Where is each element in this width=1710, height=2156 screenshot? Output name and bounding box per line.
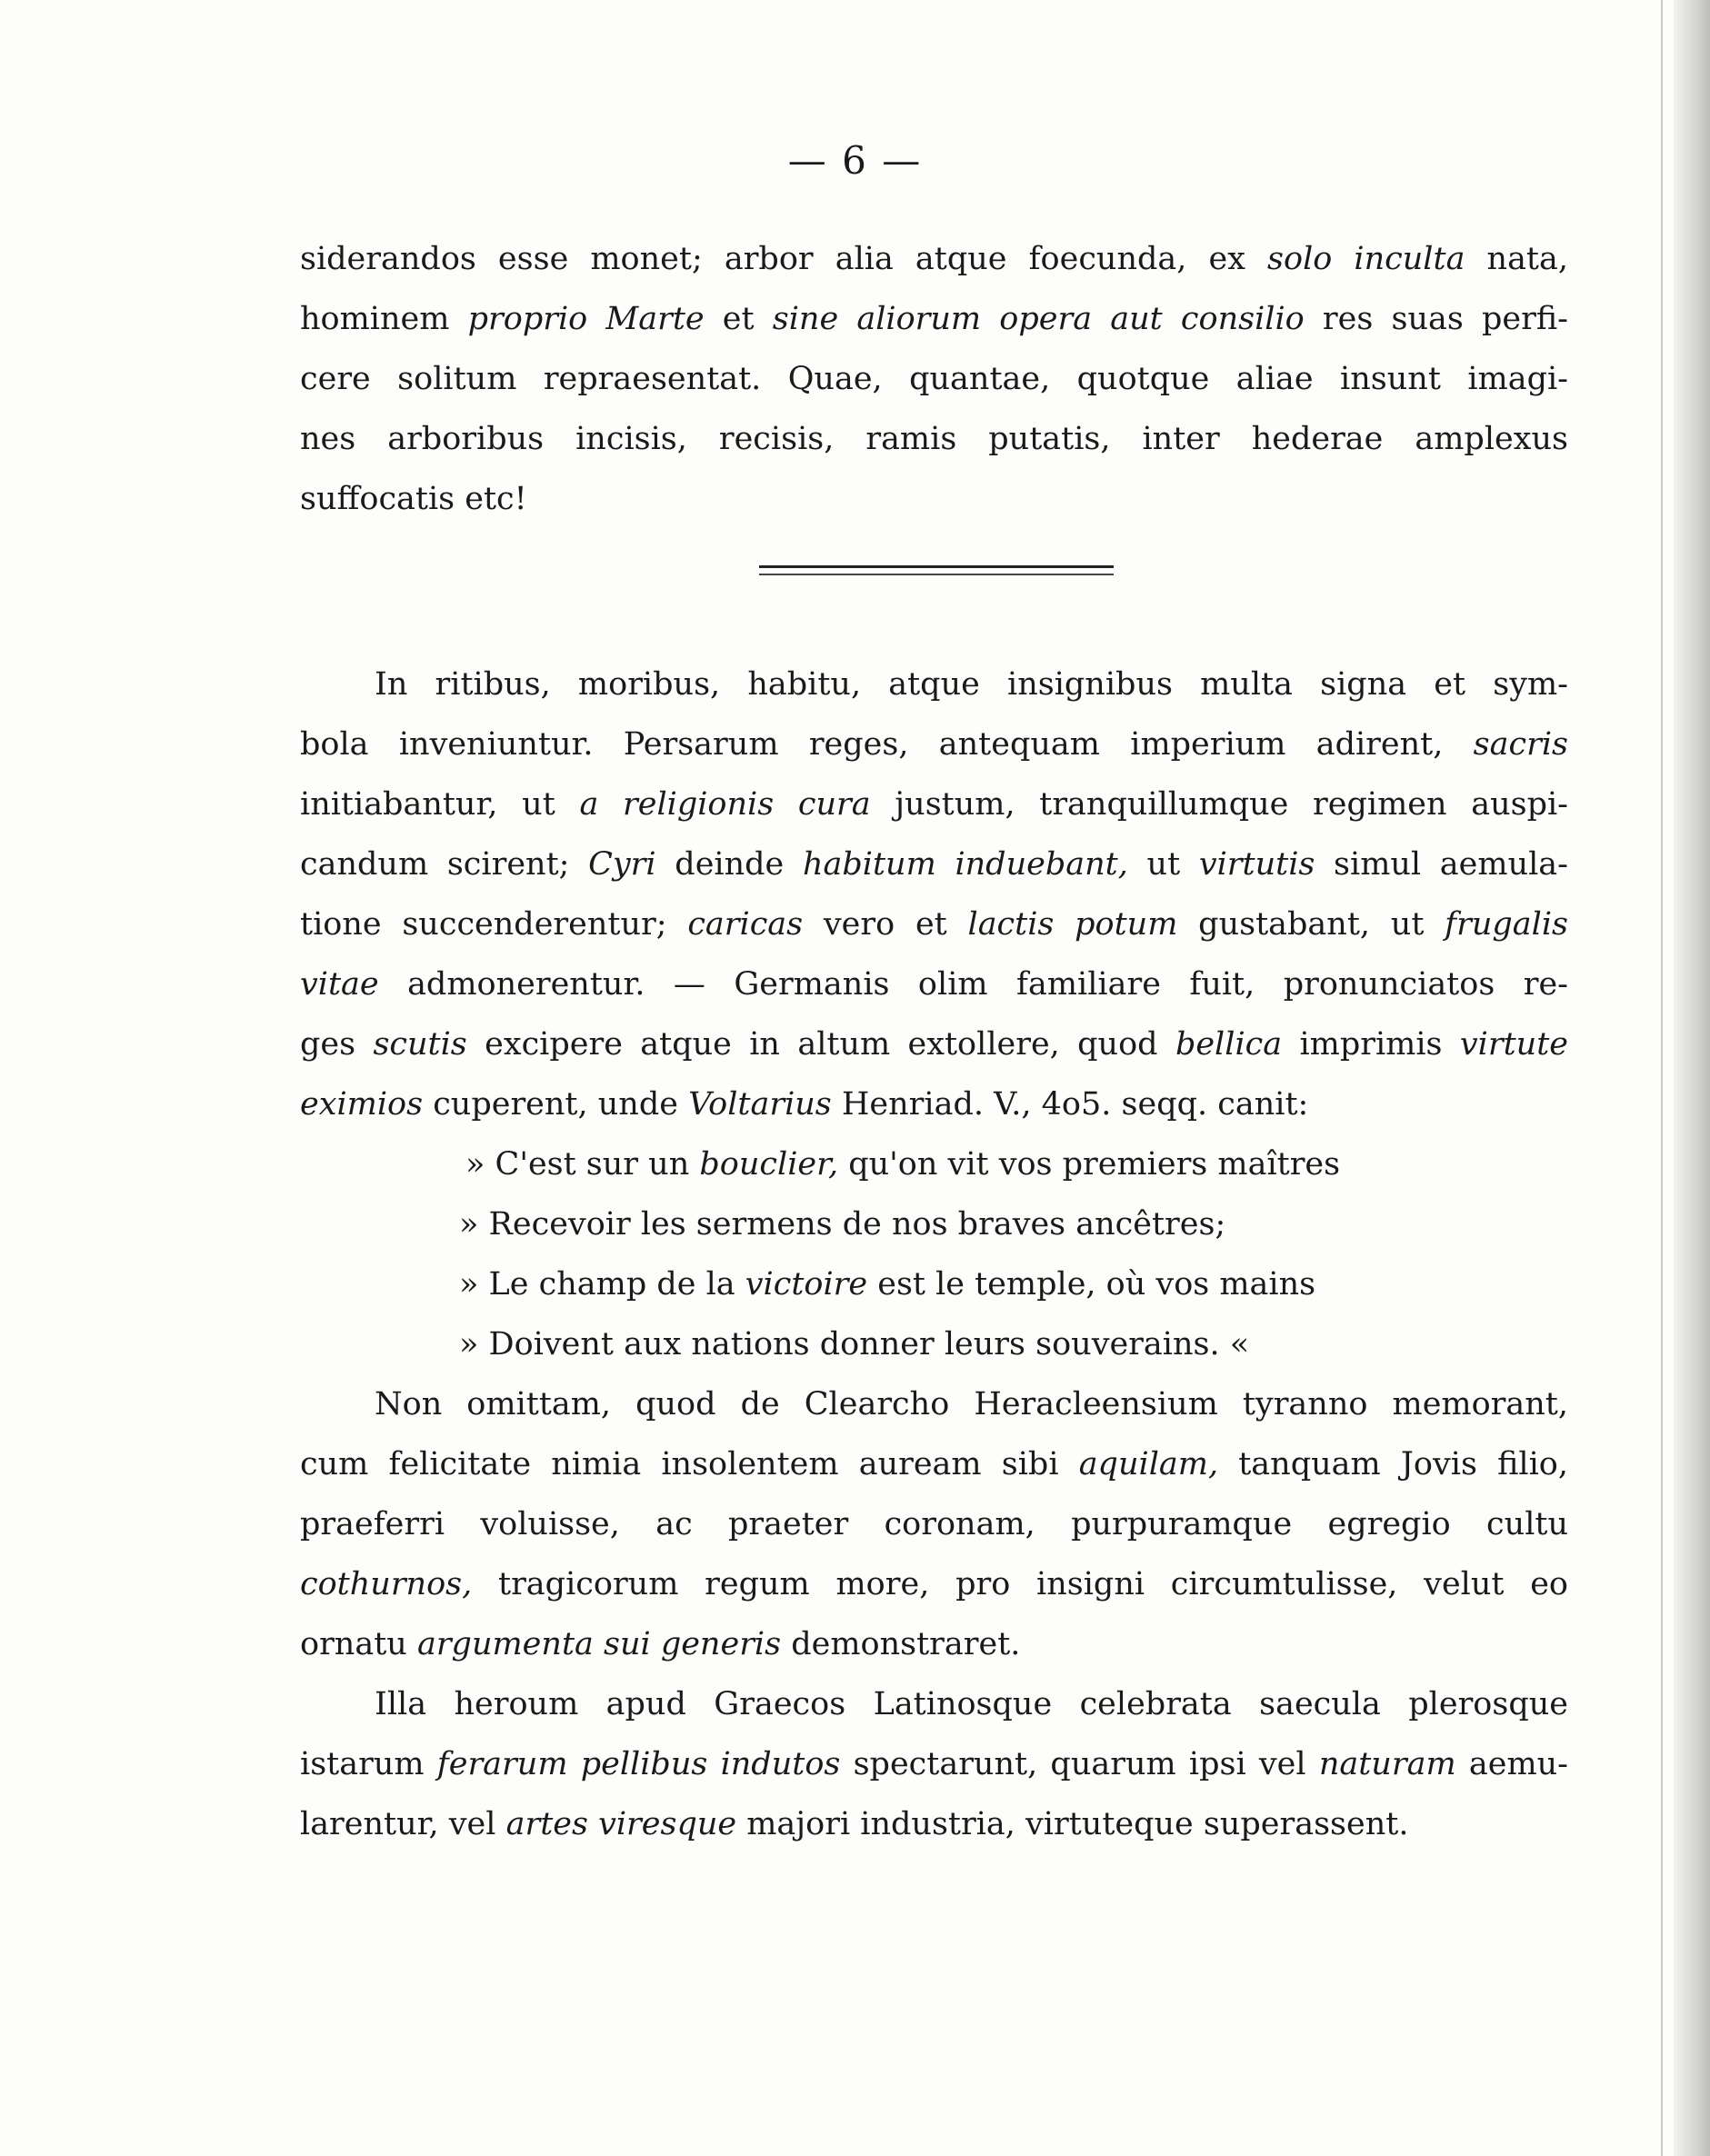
text-line [300, 1734, 1568, 1794]
paragraph-3 [300, 1374, 1568, 1674]
text-run: » Recevoir les sermens de nos braves ancêtres; [459, 1206, 1226, 1243]
text-line [300, 774, 1568, 834]
text-run: demonstraret. [781, 1626, 1021, 1662]
text-run: initiabantur, ut [300, 786, 580, 823]
text-line [300, 289, 1568, 349]
text-run: suffocatis etc! [300, 481, 527, 517]
verse-quotation [300, 1134, 1568, 1374]
italic-run: aquilam, [1078, 1446, 1219, 1482]
text-line [300, 1794, 1568, 1854]
text-line [300, 409, 1568, 469]
italic-run: bouclier, [699, 1146, 839, 1183]
text-run: Henriad. V., 4o5. seqq. canit: [831, 1086, 1309, 1123]
italic-run: victoire [745, 1266, 868, 1303]
text-run: ut [1127, 846, 1199, 883]
paragraph-4 [300, 1674, 1568, 1854]
text-line [300, 654, 1568, 714]
text-run: vero et [803, 906, 968, 943]
text-run: candum scirent; [300, 846, 589, 883]
text-run: excipere atque in altum extollere, quod [466, 1026, 1175, 1063]
italic-run: a religionis cura [579, 786, 871, 823]
text-run: ornatu [300, 1626, 417, 1662]
italic-run: Cyri [588, 846, 656, 883]
verse-line [300, 1314, 1568, 1374]
text-run: hominem [300, 301, 468, 337]
italic-run: virtute [1459, 1026, 1568, 1063]
text-run: imprimis [1282, 1026, 1460, 1063]
text-run: cere solitum repraesentat. Quae, quantae, quotque aliae insunt imagi- [300, 361, 1568, 397]
text-run: majori industria, virtuteque superassent. [736, 1806, 1409, 1842]
italic-run: artes viresque [505, 1806, 737, 1842]
text-run: » C'est sur un [465, 1146, 700, 1183]
text-run: nes arboribus incisis, recisis, ramis putatis, inter hederae amplexus [300, 421, 1568, 457]
italic-run: bellica [1175, 1026, 1283, 1063]
italic-run: cothurnos, [300, 1566, 473, 1602]
text-line [300, 1674, 1568, 1734]
italic-run: naturam [1318, 1746, 1456, 1782]
text-run: et [704, 301, 773, 337]
italic-run: proprio Marte [467, 301, 705, 337]
text-run: deinde [655, 846, 803, 883]
text-line [300, 834, 1568, 894]
text-line [300, 1554, 1568, 1614]
text-run: tanquam Jovis filio, [1218, 1446, 1568, 1482]
text-line [300, 1434, 1568, 1494]
italic-run: sine aliorum opera aut consilio [772, 301, 1305, 337]
verse-line [300, 1254, 1568, 1314]
text-run: cum felicitate nimia insolentem auream sibi [300, 1446, 1079, 1482]
text-run: siderandos esse monet; arbor alia atque foecunda, ex [300, 241, 1268, 277]
text-run: spectarunt, quarum ipsi vel [840, 1746, 1319, 1782]
italic-run: eximios [300, 1086, 424, 1123]
paragraph-2 [300, 654, 1568, 1134]
text-run: tione succenderentur; [300, 906, 688, 943]
italic-run: caricas [687, 906, 804, 943]
text-line [300, 349, 1568, 409]
text-run: » Doivent aux nations donner leurs souverains. « [459, 1326, 1250, 1362]
text-run: admonerentur. — Germanis olim familiare fuit, pronunciatos re- [378, 966, 1568, 1003]
verse-line [300, 1134, 1568, 1194]
text-line [300, 1374, 1568, 1434]
italic-run: frugalis [1445, 906, 1569, 943]
verse-line [300, 1194, 1568, 1254]
text-line [300, 229, 1568, 289]
text-line [300, 894, 1568, 954]
page-number: — 6 — [787, 138, 923, 183]
text-run: praeferri voluisse, ac praeter coronam, purpuramque egregio cultu [300, 1506, 1568, 1542]
text-run: larentur, vel [300, 1806, 506, 1842]
text-run: aemu- [1455, 1746, 1569, 1782]
section-divider [759, 565, 1114, 575]
text-line [300, 1074, 1568, 1134]
text-run: In ritibus, moribus, habitu, atque insignibus multa signa et sym- [375, 666, 1568, 703]
text-line [300, 1014, 1568, 1074]
text-run: simul aemula- [1315, 846, 1569, 883]
italic-run: lactis potum [967, 906, 1178, 943]
text-run: justum, tranquillumque regimen auspi- [870, 786, 1569, 823]
text-run: » Le champ de la [459, 1266, 745, 1303]
text-run: ges [300, 1026, 374, 1063]
italic-run: Voltarius [688, 1086, 832, 1123]
text-run: istarum [300, 1746, 437, 1782]
paragraph-1 [300, 229, 1568, 529]
text-run: est le temple, où vos mains [867, 1266, 1316, 1303]
italic-run: scutis [373, 1026, 467, 1063]
text-line [300, 1614, 1568, 1674]
text-run: Non omittam, quod de Clearcho Heracleensium tyranno memorant, [375, 1386, 1568, 1422]
text-run: cuperent, unde [423, 1086, 689, 1123]
text-run: res suas perfi- [1304, 301, 1569, 337]
text-line [300, 469, 1568, 529]
italic-run: argumenta sui generis [416, 1626, 782, 1662]
italic-run: vitae [300, 966, 379, 1003]
italic-run: habitum induebant, [802, 846, 1128, 883]
text-run: nata, [1465, 241, 1568, 277]
italic-run: virtutis [1198, 846, 1315, 883]
page-edge-line [1661, 0, 1663, 2156]
text-line [300, 714, 1568, 774]
text-run: qu'on vit vos premiers maîtres [838, 1146, 1341, 1183]
italic-run: solo inculta [1267, 241, 1465, 277]
text-run: tragicorum regum more, pro insigni circumtulisse, velut eo [472, 1566, 1568, 1602]
text-line [300, 954, 1568, 1014]
text-run: bola inveniuntur. Persarum reges, antequam imperium adirent, [300, 726, 1474, 763]
italic-run: ferarum pellibus indutos [436, 1746, 841, 1782]
book-spine-shadow [1674, 0, 1710, 2156]
text-run: Illa heroum apud Graecos Latinosque celebrata saecula plerosque [375, 1686, 1568, 1722]
text-line [300, 1494, 1568, 1554]
text-run: gustabant, ut [1177, 906, 1445, 943]
italic-run: sacris [1473, 726, 1568, 763]
